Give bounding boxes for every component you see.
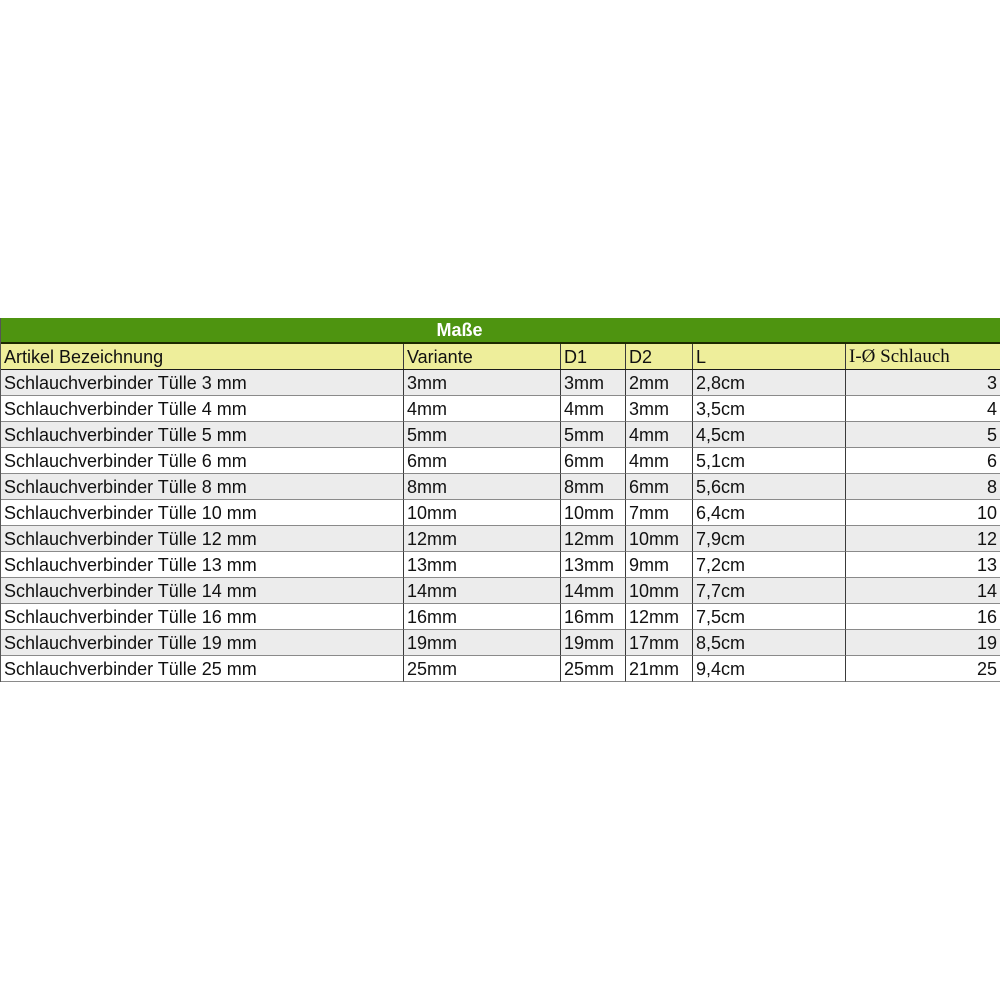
- table-cell: 9mm: [625, 552, 692, 578]
- table-cell: Schlauchverbinder Tülle 12 mm: [1, 526, 403, 552]
- table-cell: Schlauchverbinder Tülle 6 mm: [1, 448, 403, 474]
- table-cell: Schlauchverbinder Tülle 8 mm: [1, 474, 403, 500]
- table-row: [1, 422, 1000, 448]
- table-cell: Schlauchverbinder Tülle 4 mm: [1, 396, 403, 422]
- table-cell: 10mm: [625, 526, 692, 552]
- table-row: [1, 500, 1000, 526]
- table-body: [1, 370, 1000, 682]
- table-cell: Schlauchverbinder Tülle 5 mm: [1, 422, 403, 448]
- table-cell: 16mm: [560, 604, 625, 630]
- table-cell: 13: [845, 552, 1000, 578]
- table-cell: 21mm: [625, 656, 692, 682]
- table-cell: 5,1cm: [692, 448, 845, 474]
- table-cell: 4mm: [625, 448, 692, 474]
- table-cell: 19mm: [560, 630, 625, 656]
- table-cell: 8,5cm: [692, 630, 845, 656]
- table-cell: Schlauchverbinder Tülle 3 mm: [1, 370, 403, 396]
- table-cell: 3mm: [403, 370, 560, 396]
- table-cell: 4,5cm: [692, 422, 845, 448]
- table-cell: 4: [845, 396, 1000, 422]
- table-cell: Schlauchverbinder Tülle 10 mm: [1, 500, 403, 526]
- table-cell: Schlauchverbinder Tülle 14 mm: [1, 578, 403, 604]
- table-cell: 12mm: [625, 604, 692, 630]
- table-cell: 7,2cm: [692, 552, 845, 578]
- table-row: [1, 578, 1000, 604]
- table-row: [1, 656, 1000, 682]
- table-cell: 4mm: [625, 422, 692, 448]
- table-cell: 7mm: [625, 500, 692, 526]
- table-cell: 25: [845, 656, 1000, 682]
- column-header: D2: [625, 344, 692, 369]
- table-cell: 5,6cm: [692, 474, 845, 500]
- table-cell: 12mm: [403, 526, 560, 552]
- table-cell: 13mm: [403, 552, 560, 578]
- table-cell: Schlauchverbinder Tülle 13 mm: [1, 552, 403, 578]
- table-cell: 12: [845, 526, 1000, 552]
- table-row: [1, 370, 1000, 396]
- table-cell: 14mm: [560, 578, 625, 604]
- table-cell: 8mm: [403, 474, 560, 500]
- table-row: [1, 630, 1000, 656]
- table-cell: 4mm: [560, 396, 625, 422]
- dimensions-table: [0, 318, 1000, 682]
- table-row: [1, 552, 1000, 578]
- table-row: [1, 474, 1000, 500]
- table-cell: 6mm: [625, 474, 692, 500]
- table-cell: 5mm: [403, 422, 560, 448]
- table-cell: 8mm: [560, 474, 625, 500]
- table-cell: Schlauchverbinder Tülle 25 mm: [1, 656, 403, 682]
- table-cell: 10mm: [403, 500, 560, 526]
- table-cell: 2,8cm: [692, 370, 845, 396]
- column-header: Variante: [403, 344, 560, 369]
- table-cell: 19mm: [403, 630, 560, 656]
- table-cell: 9,4cm: [692, 656, 845, 682]
- table-title-bar: [1, 318, 1000, 344]
- table-cell: 10: [845, 500, 1000, 526]
- table-header-row: [1, 344, 1000, 370]
- table-cell: 3mm: [625, 396, 692, 422]
- table-cell: 14: [845, 578, 1000, 604]
- table-cell: Schlauchverbinder Tülle 19 mm: [1, 630, 403, 656]
- table-cell: 16: [845, 604, 1000, 630]
- table-cell: 12mm: [560, 526, 625, 552]
- table-cell: 25mm: [403, 656, 560, 682]
- table-cell: 6: [845, 448, 1000, 474]
- table-cell: 3mm: [560, 370, 625, 396]
- table-row: [1, 526, 1000, 552]
- table-cell: 14mm: [403, 578, 560, 604]
- table-cell: 7,7cm: [692, 578, 845, 604]
- column-header: D1: [560, 344, 625, 369]
- column-header: L: [692, 344, 845, 369]
- table-cell: 2mm: [625, 370, 692, 396]
- table-cell: 17mm: [625, 630, 692, 656]
- table-row: [1, 448, 1000, 474]
- table-cell: 8: [845, 474, 1000, 500]
- column-header: I-Ø Schlauch: [845, 344, 1000, 369]
- table-cell: 7,5cm: [692, 604, 845, 630]
- table-cell: 10mm: [625, 578, 692, 604]
- table-cell: 16mm: [403, 604, 560, 630]
- table-cell: 5: [845, 422, 1000, 448]
- table-cell: 3: [845, 370, 1000, 396]
- table-cell: 6,4cm: [692, 500, 845, 526]
- table-cell: 3,5cm: [692, 396, 845, 422]
- table-cell: 10mm: [560, 500, 625, 526]
- table-cell: 6mm: [403, 448, 560, 474]
- table-cell: 7,9cm: [692, 526, 845, 552]
- table-cell: 4mm: [403, 396, 560, 422]
- table-title: Maße: [436, 320, 483, 340]
- table-row: [1, 396, 1000, 422]
- table-cell: Schlauchverbinder Tülle 16 mm: [1, 604, 403, 630]
- table-cell: 19: [845, 630, 1000, 656]
- table-row: [1, 604, 1000, 630]
- table-cell: 25mm: [560, 656, 625, 682]
- column-header: Artikel Bezeichnung: [4, 347, 164, 367]
- table-cell: 5mm: [560, 422, 625, 448]
- table-cell: 6mm: [560, 448, 625, 474]
- table-cell: 13mm: [560, 552, 625, 578]
